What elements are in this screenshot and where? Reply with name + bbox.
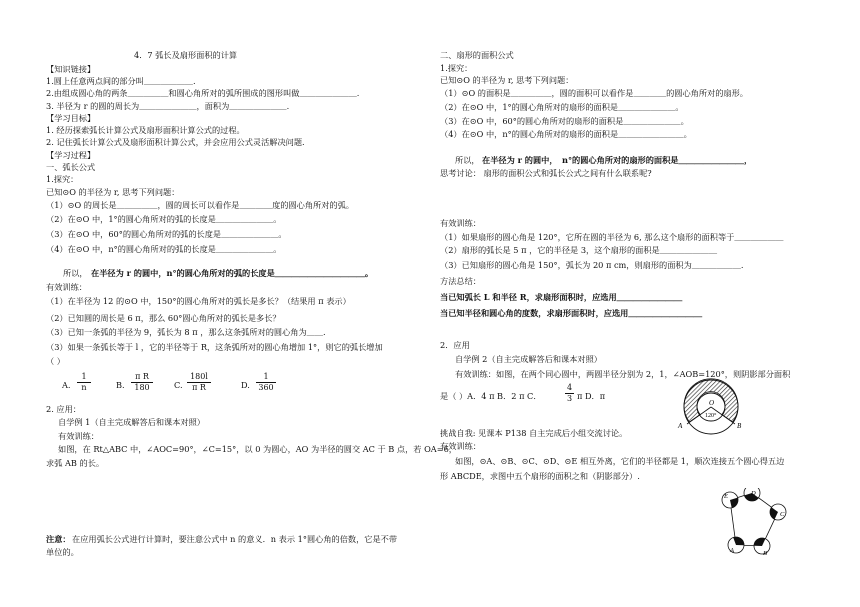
option-a-denominator: n xyxy=(81,383,87,392)
option-d-denominator: 360 xyxy=(258,383,274,392)
option-c-fraction-right xyxy=(565,383,574,404)
knowledge-item-2: 2.由组成圆心角的两条＿＿＿＿＿和圆心角所对的弧所围成的图形叫做＿＿＿＿＿＿＿. xyxy=(46,88,360,98)
subsection-sector-area: 二、扇形的面积公式 xyxy=(440,50,514,60)
goal-item-1: 1. 经历探索弧长计算公式及扇形面积计算公式的过程。 xyxy=(46,125,245,135)
application-heading: 2. 应用： xyxy=(46,404,81,414)
note-text: 在应用弧长公式进行计算时，要注意公式中 n 的意义．n 表示 1°圆心角的倍数，它是不带 xyxy=(72,534,398,544)
label-pent-d: D xyxy=(751,490,756,497)
label-pent-e: E xyxy=(724,493,728,500)
right-conclusion-part-2: n°的圆心角所对的扇形的面积是＿＿＿＿＿＿＿＿， xyxy=(562,155,753,165)
application-exercise-heading: 有效训练： xyxy=(58,431,99,441)
right-explore-intro: 已知⊙O 的半径为 r, 思考下列问题： xyxy=(440,75,574,85)
pentagon-problem-continued: 形 ABCDE，求图中五个扇形的面积之和（阴影部分）. xyxy=(440,471,640,481)
explore-intro: 已知⊙O 的半径为 r, 思考下列问题： xyxy=(46,187,180,197)
right-exercise-heading: 有效训练： xyxy=(440,218,481,228)
right-question-2: （2）在⊙O 中，1°的圆心角所对的扇形的面积是＿＿＿＿＿＿＿。 xyxy=(440,102,684,112)
option-b-label: B. xyxy=(116,380,125,390)
concentric-options: 是（ ）A．4 π B．2 π C． xyxy=(440,391,542,401)
note-text-continued: 单位的。 xyxy=(46,547,79,557)
option-d-label: D. xyxy=(241,380,250,390)
option-c-fraction xyxy=(187,372,211,393)
method-summary-heading: 方法总结： xyxy=(440,276,481,286)
knowledge-item-1: 1.圆上任意两点间的部分叫＿＿＿＿＿＿. xyxy=(46,76,196,86)
explore-question-3: （3）在⊙O 中，60°的圆心角所对的弧的长度是＿＿＿＿＿＿＿。 xyxy=(46,229,287,239)
explore-label: 1.探究： xyxy=(46,174,79,184)
example-2-note: 自学例 2（自主完成解答后和课本对照） xyxy=(455,354,602,364)
five-circles-figure xyxy=(718,488,808,558)
label-b: B xyxy=(737,422,742,430)
method-summary-1: 当已知弧长 L 和半径 R，求扇形面积时，应选用＿＿＿＿＿＿＿＿ xyxy=(440,292,683,302)
option-b-fraction xyxy=(131,372,153,393)
right-exercise-1: （1）如果扇形的圆心角是 120°，它所在圆的半径为 6, 那么这个扇形的面积等于＿＿＿＿＿＿ xyxy=(440,232,784,242)
concentric-exercise: 有效训练：如图，在两个同心圆中，两圆半径分别为 2，1，∠AOB=120°，则阴影部分面积 xyxy=(455,369,791,379)
application-problem-continued: 求弧 AB 的长。 xyxy=(46,458,105,468)
right-exercise-2: （2）扇形的弧长是 5 π ，它的半径是 3，这个扇形的面积是＿＿＿＿＿＿＿ xyxy=(440,245,718,255)
label-a: A xyxy=(678,422,683,430)
right-conclusion-part-1: 在半径为 r 的圆中， xyxy=(482,155,558,165)
label-pent-c: C xyxy=(780,511,785,518)
right-conclusion-lead: 所以， xyxy=(455,155,480,165)
page-title: 4．7 弧长及扇形面积的计算 xyxy=(134,50,238,60)
option-c-right-denominator: 3 xyxy=(566,394,573,403)
pentagon-problem: 如图，⊙A、⊙B、⊙C、⊙D、⊙E 相互外离，它们的半径都是 1，顺次连接五个圆心得五边 xyxy=(455,456,785,466)
method-summary-2: 当已知半径和圆心角的度数，求扇形面积时，应选用＿＿＿＿＿＿＿＿＿ xyxy=(440,308,703,318)
section-heading-goals: 【学习目标】 xyxy=(46,113,96,123)
section-heading-process: 【学习过程】 xyxy=(46,150,96,160)
option-c-denominator: π R xyxy=(192,383,206,392)
option-a-label: A. xyxy=(62,380,71,390)
note-label: 注意： xyxy=(46,534,71,544)
exercise-2: （2）已知圆的周长是 6 π，那么 60°圆心角所对的弧长是多长？ xyxy=(46,313,281,323)
right-exercise-3: （3）已知扇形的圆心角是 150°，弧长为 20 π cm，则扇形的面积为＿＿＿＿＿＿. xyxy=(440,260,744,270)
right-question-1: （1）⊙O 的面积是＿＿＿＿＿，圆的面积可以看作是＿＿＿＿的圆心角所对的扇形。 xyxy=(440,88,748,98)
conclusion-lead: 所以， xyxy=(63,268,88,278)
exercise-4-answer-bracket: （ ） xyxy=(46,356,65,366)
option-c-label: C. xyxy=(174,380,183,390)
angle-label: 120° xyxy=(705,413,717,419)
concentric-options-end: π D．π xyxy=(577,391,606,401)
conclusion-statement: 在半径为 r 的圆中，n°的圆心角所对的弧的长度是＿＿＿＿＿＿＿＿＿＿＿。 xyxy=(91,268,374,278)
challenge-text: 挑战自我: 见课本 P138 自主完成后小组交流讨论。 xyxy=(440,428,628,438)
section-heading-knowledge: 【知识链接】 xyxy=(46,64,96,74)
option-c-numerator: 180l xyxy=(187,372,211,383)
label-pent-a: A xyxy=(730,547,734,554)
option-d-fraction xyxy=(256,372,276,393)
explore-question-4: （4）在⊙O 中，n°的圆心角所对的弧的长度是＿＿＿＿＿＿＿。 xyxy=(46,244,282,254)
right-explore-label: 1.探究： xyxy=(440,63,473,73)
goal-item-2: 2. 记住弧长计算公式及扇形面积计算公式，并会应用公式灵活解决问题. xyxy=(46,137,305,147)
label-o: O xyxy=(709,399,715,407)
explore-question-2: （2）在⊙O 中，1°的圆心角所对的弧的长度是＿＿＿＿＿＿＿。 xyxy=(46,214,282,224)
think-discuss: 思考讨论： 扇形的面积公式和弧长公式之间有什么联系呢? xyxy=(440,168,652,178)
right-exercise-2-heading: 有效训练： xyxy=(440,441,481,451)
right-question-4: （4）在⊙O 中，n°的圆心角所对的扇形的面积是＿＿＿＿＿＿＿＿。 xyxy=(440,129,692,139)
option-a-fraction xyxy=(77,372,91,393)
option-c-right-numerator: 4 xyxy=(566,383,573,392)
application-problem: 如图，在 Rt△ABC 中，∠AOC=90°，∠C=15°，以 0 为圆心，AO 为半径的圆交 AC 于 B 点，若 OA=6， xyxy=(58,444,457,454)
concentric-circles-figure xyxy=(676,374,746,440)
option-b-numerator: π R xyxy=(131,372,153,383)
explore-question-1: （1）⊙O 的周长是＿＿＿＿＿，圆的周长可以看作是＿＿＿＿度的圆心角所对的弧。 xyxy=(46,200,354,210)
exercise-4: （3）如果一条弧长等于 l ，它的半径等于 R，这条弧所对的圆心角增加 1°，则它的弧长增加 xyxy=(46,342,383,352)
exercise-1: （1）在半径为 12 的⊙O 中，150°的圆心角所对的弧长是多长？（结果用 π 表示） xyxy=(46,296,351,306)
label-pent-b: B xyxy=(763,550,767,557)
subsection-arc-formula: 一、弧长公式 xyxy=(46,162,96,172)
right-question-3: （3）在⊙O 中，60°的圆心角所对的扇形的面积是＿＿＿＿＿＿＿。 xyxy=(440,116,689,126)
exercise-heading: 有效训练： xyxy=(46,282,87,292)
option-b-denominator: 180 xyxy=(134,383,150,392)
option-a-numerator: 1 xyxy=(77,372,91,383)
example-1-note: 自学例 1（自主完成解答后和课本对照） xyxy=(58,417,205,427)
right-application-heading: 2．应用 xyxy=(440,340,470,350)
knowledge-item-3: 3. 半径为 r 的圆的周长为＿＿＿＿＿＿＿，面积为＿＿＿＿＿＿＿. xyxy=(46,101,290,111)
option-d-numerator: 1 xyxy=(256,372,276,383)
exercise-3: （3）已知一条弧的半径为 9，弧长为 8 π ，那么这条弧所对的圆心角为＿＿. xyxy=(46,327,326,337)
